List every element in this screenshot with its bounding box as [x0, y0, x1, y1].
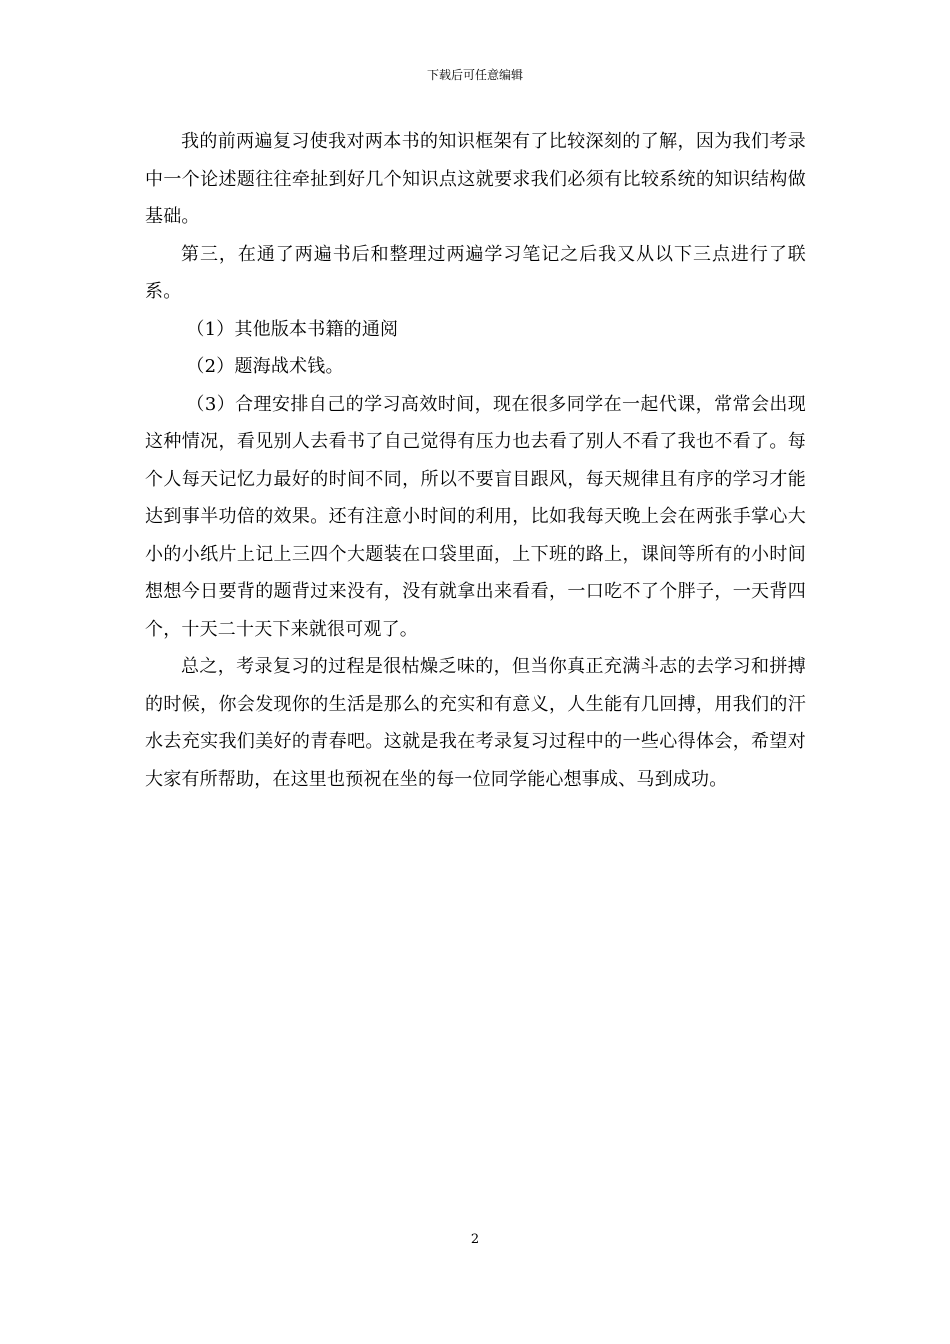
list-item-1: （1）其他版本书籍的通阅 — [186, 318, 399, 340]
list-item-2: （2）题海战术钱。 — [186, 356, 344, 377]
paragraph-third-point: 第三，在通了两遍书后和整理过两遍学习笔记之后我又从以下三点进行了联系。 — [145, 243, 806, 302]
list-item-3: （3）合理安排自己的学习高效时间，现在很多同学在一起代课，常常会出现这种情况，看见别人去看书了自己觉得有压力也去看了别人不看了我也不看了。每个人每天记忆力最好的时间不同，所以不要盲目跟风，每天规律且有序的学习才能达到事半功倍的效果。还有注意小时间的利用，比如我每天晚上会在两张手掌心大小的小纸片上记上三四个大题装在口袋里面，上下班的路上，课间等所有的小时间想想今日要背的题背过来没有，没有就拿出来看看，一口吃不了个胖子，一天背四个，十天二十天下来就很可观了。 — [145, 393, 806, 640]
page-number: 2 — [470, 1232, 480, 1247]
page-header: 下载后可任意编辑 — [426, 68, 523, 82]
paragraph-conclusion: 总之，考录复习的过程是很枯燥乏味的，但当你真正充满斗志的去学习和拼搏的时候，你会发现你的生活是那么的充实和有意义，人生能有几回搏，用我们的汗水去充实我们美好的青春吧。这就是我在考录复习过程中的一些心得体会，希望对大家有所帮助，在这里也预祝在坐的每一位同学能心想事成、马到成功。 — [145, 656, 806, 790]
paragraph-review-framework: 我的前两遍复习使我对两本书的知识框架有了比较深刻的了解，因为我们考录中一个论述题往往牵扯到好几个知识点这就要求我们必须有比较系统的知识结构做基础。 — [145, 131, 806, 227]
document-body — [145, 123, 806, 798]
